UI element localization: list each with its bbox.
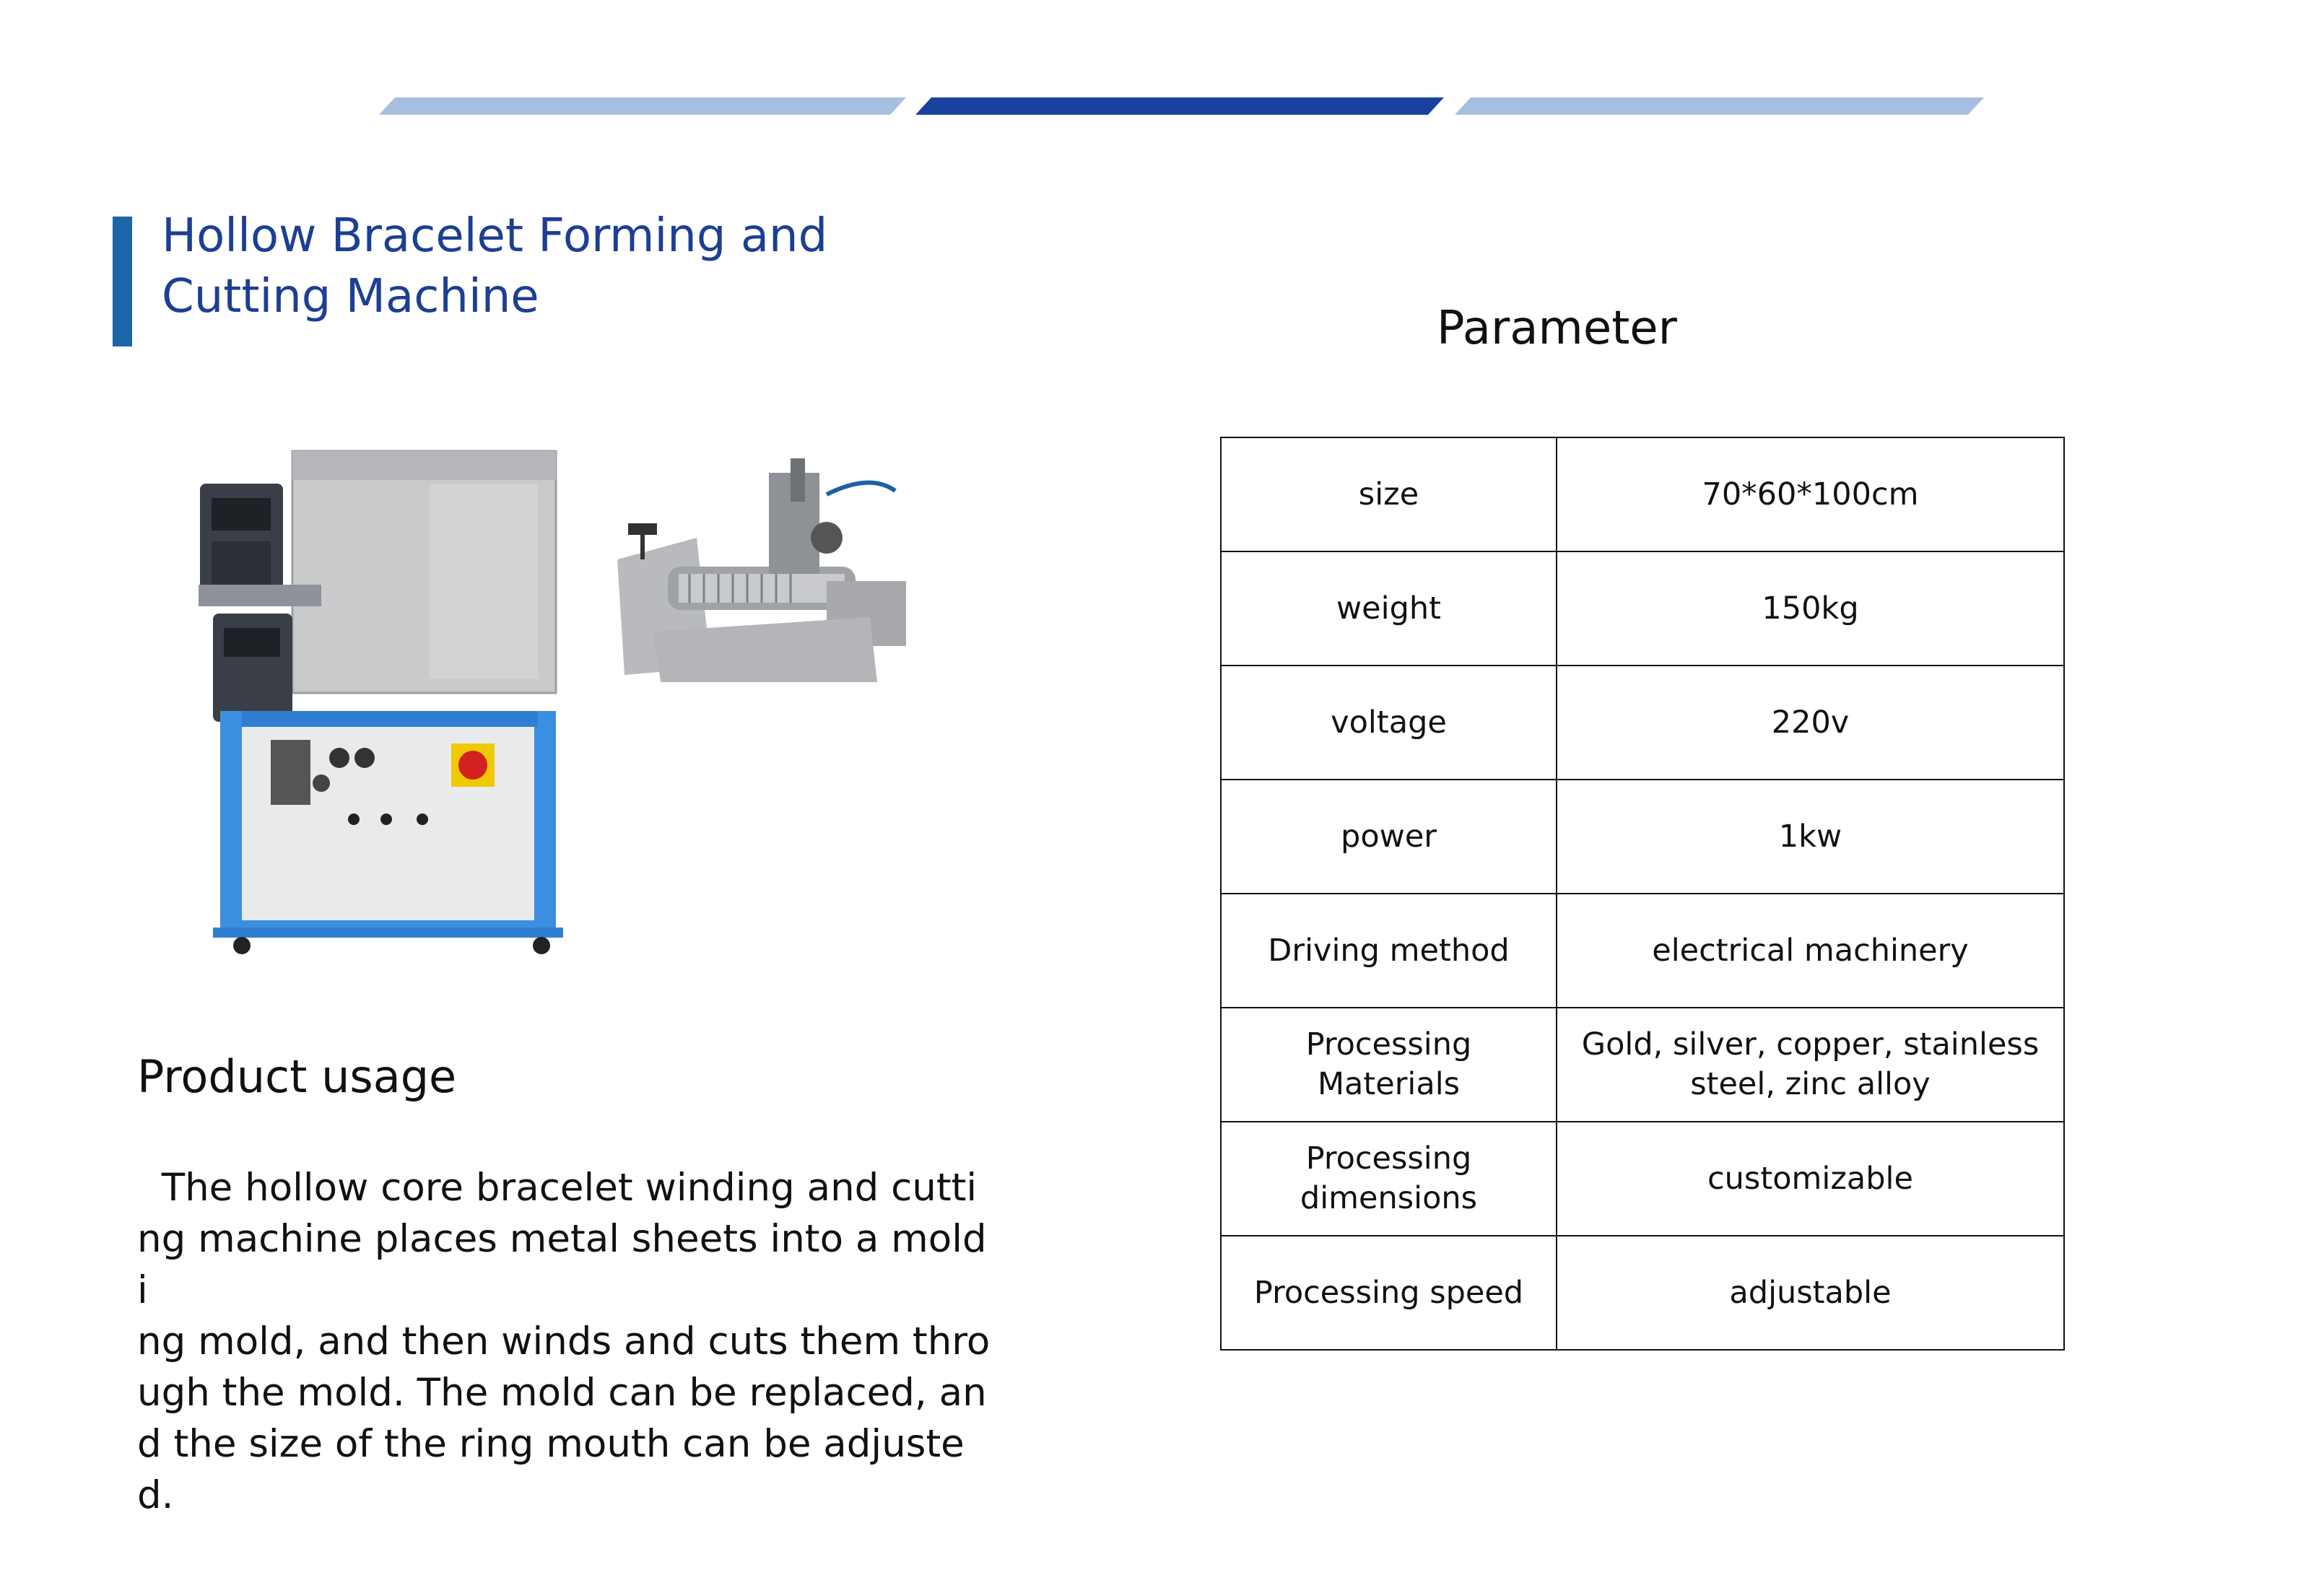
usage-title: Product usage [137,1050,457,1103]
param-name: Processing Materials [1221,1008,1557,1122]
table-row [1221,437,2064,551]
table-row [1221,666,2064,780]
table-row [1221,1008,2064,1122]
param-value: 220v [1557,666,2064,780]
param-value: electrical machinery [1557,894,2064,1008]
param-value: 1kw [1557,780,2064,894]
table-row [1221,1236,2064,1350]
parameter-table [1220,437,2065,1351]
mold-detail-photo [610,451,913,689]
param-name: power [1221,780,1557,894]
table-row [1221,894,2064,1008]
param-value: adjustable [1557,1236,2064,1350]
decoration-bar-left [379,97,906,115]
param-name: Processing speed [1221,1236,1557,1350]
decoration-bar-center [915,97,1444,115]
table-row [1221,1122,2064,1236]
usage-description: The hollow core bracelet winding and cutti ng machine places metal sheets into a moldi ng mold, and then winds and cuts them thro ugh the mold. The mold can be replaced, an d the size of the ring mouth can be adjusted. [137,1166,991,1517]
parameter-title: Parameter [1437,302,1677,355]
header-decoration-bars [0,97,2324,115]
param-value: 150kg [1557,551,2064,666]
param-name: Processing dimensions [1221,1122,1557,1236]
title-accent-bar [113,217,132,346]
param-value: Gold, silver, copper, stainless steel, zinc alloy [1557,1008,2064,1122]
machine-photo [184,440,588,960]
table-row [1221,780,2064,894]
param-name: Driving method [1221,894,1557,1008]
param-value: 70*60*100cm [1557,437,2064,551]
page-title: Hollow Bracelet Forming and Cutting Machine [162,209,828,323]
param-name: voltage [1221,666,1557,780]
param-name: weight [1221,551,1557,666]
param-name: size [1221,437,1557,551]
decoration-bar-right [1455,97,1984,115]
table-row [1221,551,2064,666]
param-value: customizable [1557,1122,2064,1236]
